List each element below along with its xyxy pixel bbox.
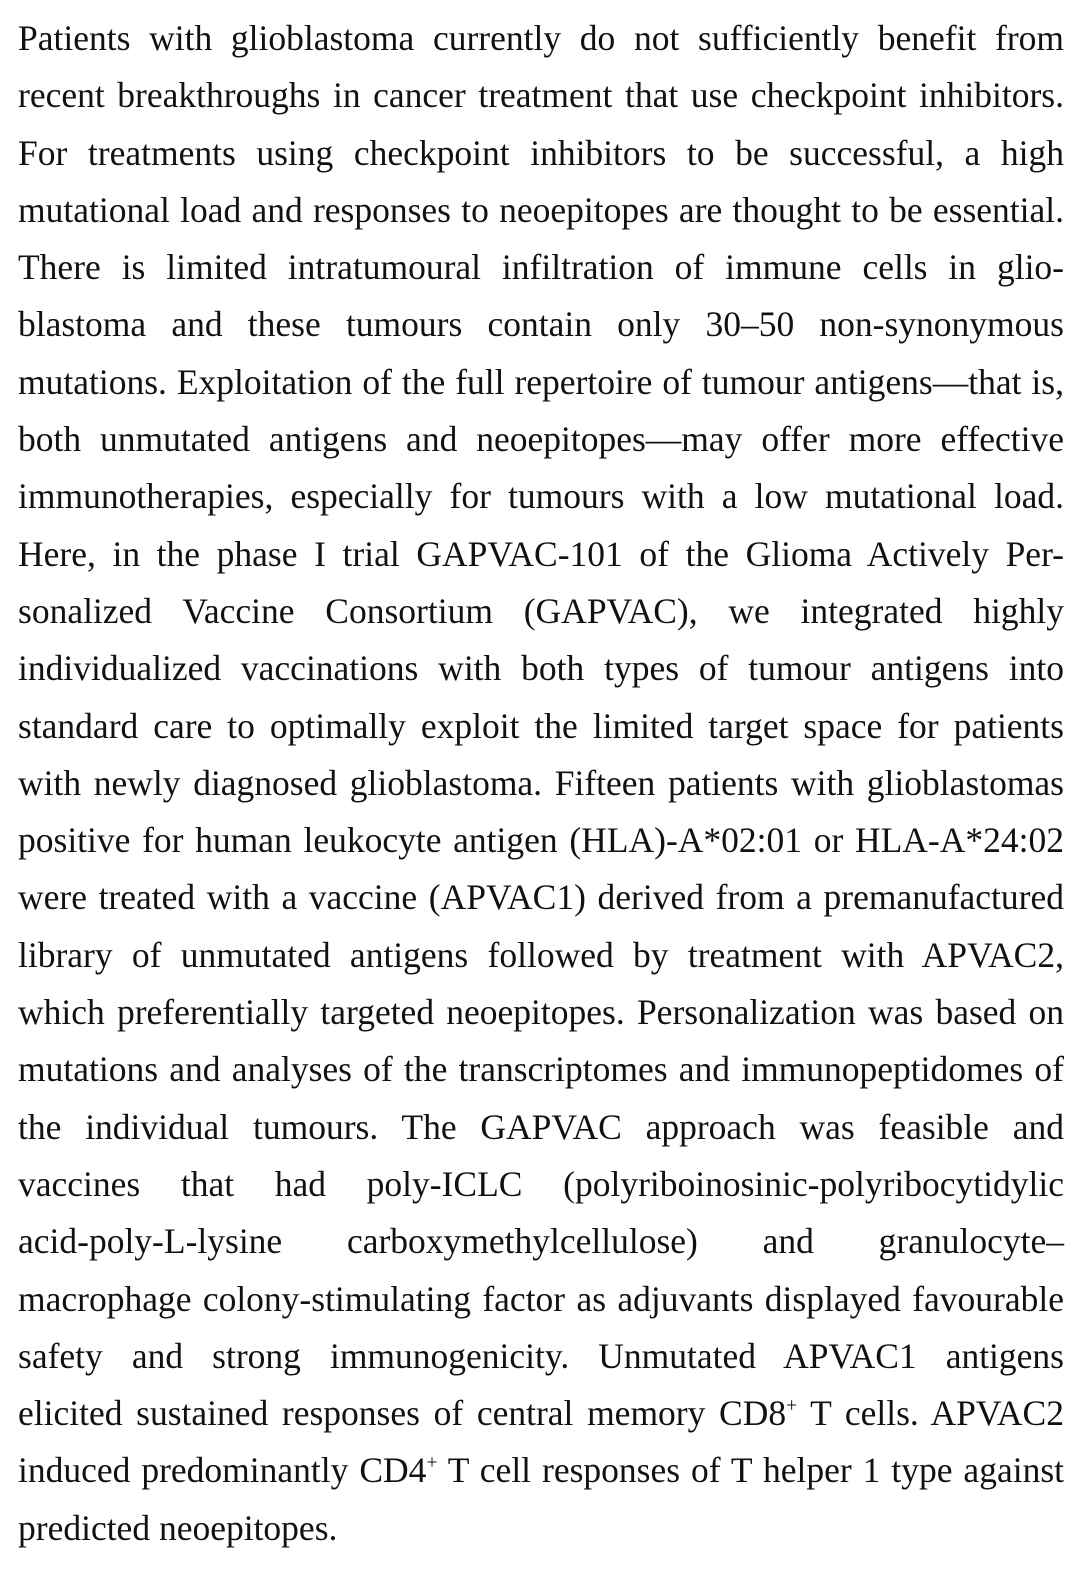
text-line: individualized vaccinations with both types of tumour antigens into xyxy=(18,648,1064,689)
cd4-text: induced predominantly CD4 xyxy=(18,1450,427,1491)
text-line: positive for human leukocyte antigen (HLA)-A*02:01 or HLA-A*24:02 xyxy=(18,820,1064,861)
text-line: vaccines that had poly-ICLC (polyriboinosinic-polyribocytidylic xyxy=(18,1163,1064,1204)
cd8-text-rest: T cells. APVAC2 xyxy=(797,1393,1064,1434)
text-line: blastoma and these tumours contain only 30–50 non-synonymous xyxy=(18,304,1064,345)
text-line: mutational load and responses to neoepitopes are thought to be essential. xyxy=(18,189,1064,230)
text-line: standard care to optimally exploit the limited target space for patients xyxy=(18,705,1064,746)
text-line: were treated with a vaccine (APVAC1) derived from a premanufactured xyxy=(18,877,1064,918)
text-line: which preferentially targeted neoepitopes. Personalization was based on xyxy=(18,992,1064,1033)
cd8-text: elicited sustained responses of central memory CD8 xyxy=(18,1393,787,1434)
text-line: library of unmutated antigens followed by treatment with APVAC2, xyxy=(18,934,1064,975)
text-line: safety and strong immunogenicity. Unmutated APVAC1 antigens xyxy=(18,1335,1064,1376)
text-line-last: predicted neoepitopes. xyxy=(18,1507,338,1548)
text-line: For treatments using checkpoint inhibitors to be successful, a high xyxy=(18,132,1064,173)
text-line-cd8 xyxy=(18,1385,1064,1442)
text-line: Here, in the phase I trial GAPVAC-101 of the Glioma Actively Per- xyxy=(18,533,1064,574)
abstract-text xyxy=(18,10,1064,1557)
cd4-text-rest: T cell responses of T helper 1 type against xyxy=(437,1450,1064,1491)
text-line-cd4 xyxy=(18,1442,1064,1499)
text-line: mutations. Exploitation of the full repertoire of tumour antigens—that is, xyxy=(18,361,1064,402)
text-line: the individual tumours. The GAPVAC approach was feasible and xyxy=(18,1106,1064,1147)
text-line: macrophage colony-stimulating factor as adjuvants displayed favourable xyxy=(18,1278,1064,1319)
text-line: immunotherapies, especially for tumours with a low mutational load. xyxy=(18,476,1064,517)
text-line: sonalized Vaccine Consortium (GAPVAC), we integrated highly xyxy=(18,590,1064,631)
text-line: Patients with glioblastoma currently do not sufficiently benefit from xyxy=(18,18,1064,58)
text-line: with newly diagnosed glioblastoma. Fifteen patients with glioblastomas xyxy=(18,762,1064,803)
text-line: mutations and analyses of the transcriptomes and immunopeptidomes of xyxy=(18,1049,1064,1090)
text-line: acid-poly-L-lysine carboxymethylcellulose) and granulocyte– xyxy=(18,1221,1064,1262)
superscript-plus: + xyxy=(426,1452,438,1474)
superscript-plus: + xyxy=(786,1395,798,1417)
text-line: recent breakthroughs in cancer treatment that use checkpoint inhibitors. xyxy=(18,75,1064,116)
text-line: There is limited intratumoural infiltration of immune cells in glio- xyxy=(18,247,1064,288)
text-line: both unmutated antigens and neoepitopes—may offer more effective xyxy=(18,419,1064,460)
